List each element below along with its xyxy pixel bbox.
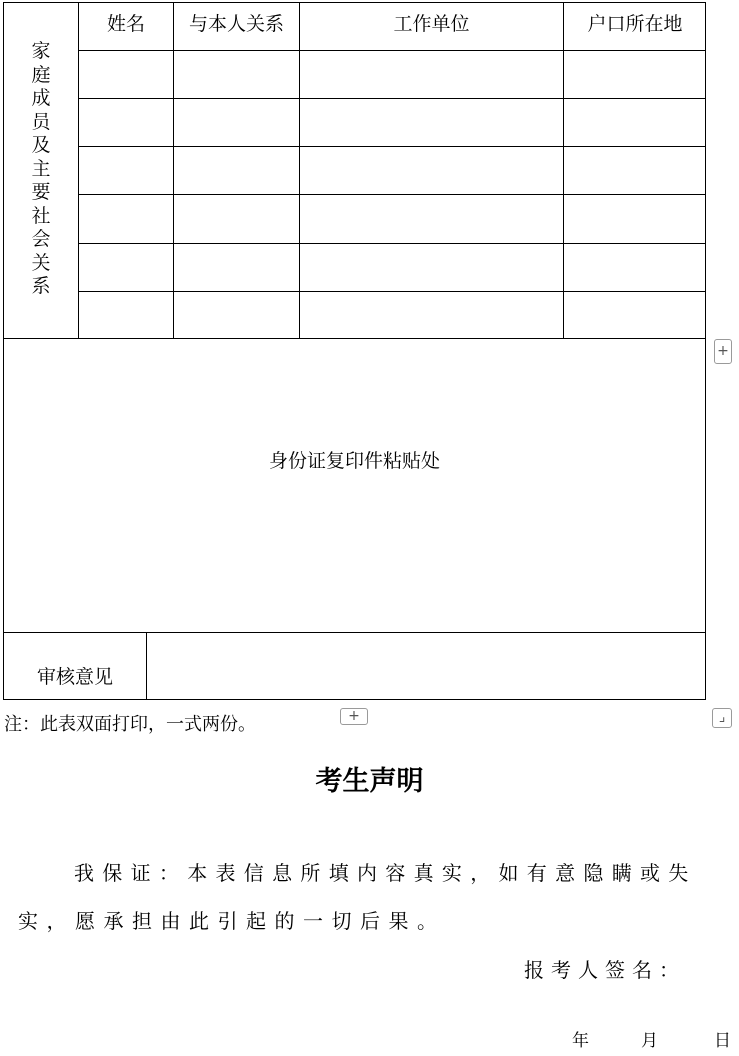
date-month-label: 月	[641, 1031, 658, 1051]
family-section-label: 家庭成员及主要社会关系	[31, 40, 51, 297]
column-header-relationship: 与本人关系	[188, 13, 284, 35]
family-cell-name-6[interactable]	[79, 292, 173, 338]
family-cell-name-1[interactable]	[79, 51, 173, 98]
column-header-name: 姓名	[106, 13, 145, 35]
column-header-workplace: 工作单位	[393, 13, 470, 35]
family-cell-relationship-1[interactable]	[174, 51, 299, 98]
print-note: 注：此表双面打印，一式两份。	[4, 714, 256, 735]
family-cell-household-5[interactable]	[564, 244, 705, 291]
family-cell-relationship-4[interactable]	[174, 195, 299, 243]
family-cell-name-2[interactable]	[79, 99, 173, 146]
declaration-text-line-2: 实，愿承担由此引起的一切后果。	[18, 909, 446, 933]
column-header-household-registration: 户口所在地	[587, 13, 683, 35]
add-row-icon[interactable]: +	[714, 339, 732, 364]
family-cell-household-6[interactable]	[564, 292, 705, 338]
family-cell-workplace-5[interactable]	[300, 244, 563, 291]
date-year-label: 年	[572, 1031, 589, 1051]
review-opinion-field[interactable]	[147, 633, 705, 699]
family-cell-household-3[interactable]	[564, 147, 705, 194]
id-card-paste-label: 身份证复印件粘贴处	[268, 450, 440, 472]
family-cell-relationship-2[interactable]	[174, 99, 299, 146]
family-cell-name-3[interactable]	[79, 147, 173, 194]
family-cell-household-4[interactable]	[564, 195, 705, 243]
family-cell-workplace-6[interactable]	[300, 292, 563, 338]
family-cell-relationship-6[interactable]	[174, 292, 299, 338]
family-cell-relationship-5[interactable]	[174, 244, 299, 291]
family-cell-household-2[interactable]	[564, 99, 705, 146]
family-cell-workplace-1[interactable]	[300, 51, 563, 98]
family-cell-workplace-2[interactable]	[300, 99, 563, 146]
family-cell-workplace-4[interactable]	[300, 195, 563, 243]
id-card-paste-area[interactable]	[4, 339, 705, 632]
signature-label: 报考人签名：	[524, 958, 686, 982]
family-cell-name-4[interactable]	[79, 195, 173, 243]
family-cell-household-1[interactable]	[564, 51, 705, 98]
review-opinion-label: 审核意见	[36, 666, 113, 688]
family-cell-relationship-3[interactable]	[174, 147, 299, 194]
add-row-below-icon[interactable]: +	[340, 708, 368, 725]
family-cell-workplace-3[interactable]	[300, 147, 563, 194]
date-day-label: 日	[714, 1031, 731, 1051]
declaration-title: 考生声明	[315, 766, 424, 797]
table-resize-icon[interactable]: ⌟	[712, 708, 732, 728]
declaration-text-line-1: 我保证：本表信息所填内容真实，如有意隐瞒或失	[74, 861, 697, 885]
family-cell-name-5[interactable]	[79, 244, 173, 291]
